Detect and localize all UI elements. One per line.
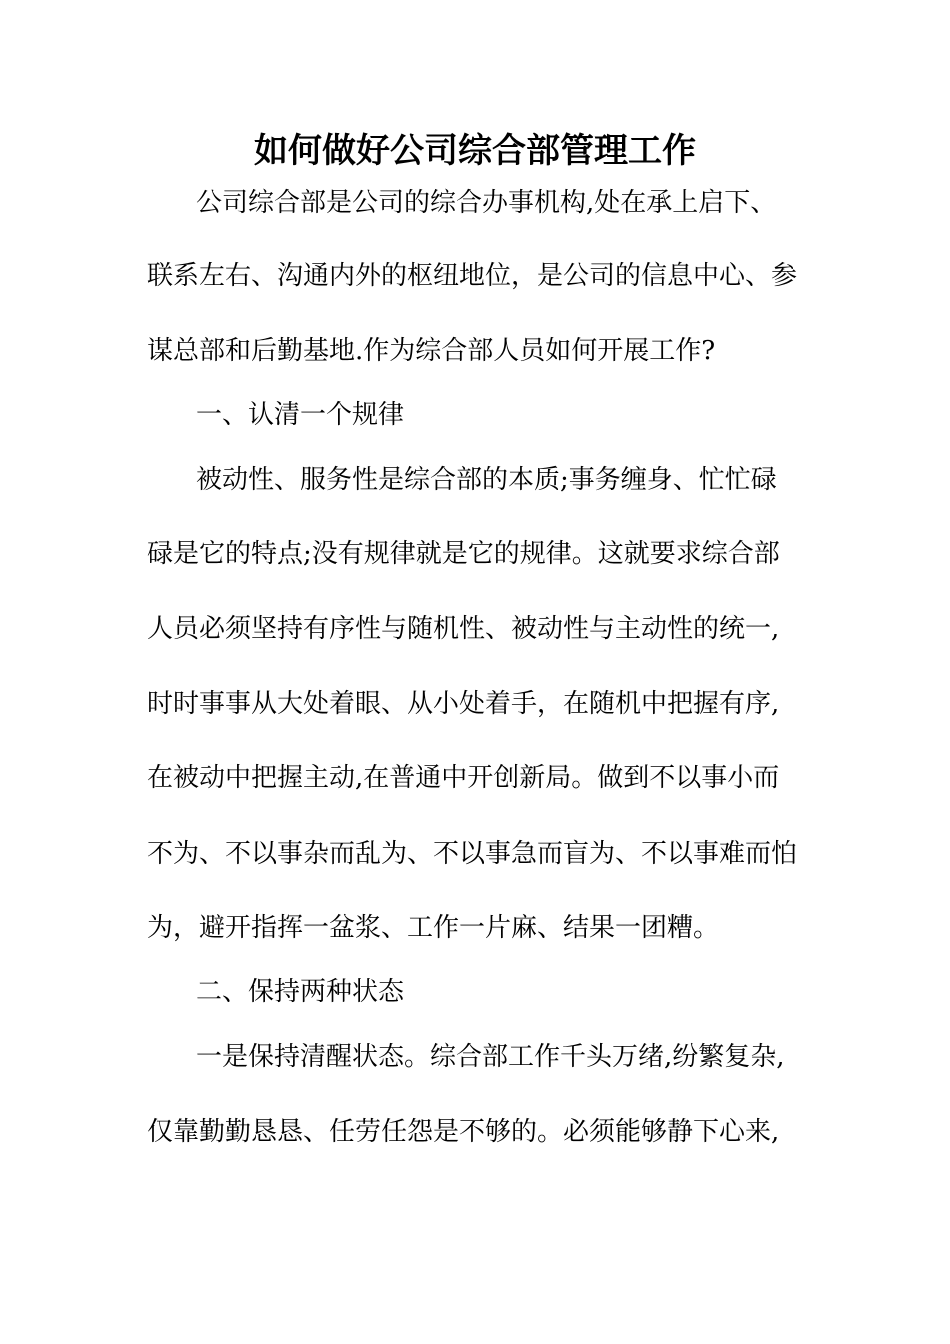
paragraph-line: 一是保持清醒状态。综合部工作千头万绪,纷繁复杂, — [196, 1042, 785, 1072]
section-heading: 一、认清一个规律 — [196, 400, 405, 430]
paragraph-line: 为，避开指挥一盆浆、工作一片麻、结果一团糟。 — [147, 913, 720, 943]
paragraph-line: 谋总部和后勤基地.作为综合部人员如何开展工作? — [147, 336, 716, 366]
document-title: 如何做好公司综合部管理工作 — [254, 131, 696, 171]
paragraph-line: 人员必须坚持有序性与随机性、被动性与主动性的统一, — [147, 614, 780, 644]
section-heading: 二、保持两种状态 — [196, 977, 405, 1007]
paragraph-line: 被动性、服务性是综合部的本质;事务缠身、忙忙碌 — [196, 465, 777, 495]
paragraph-line: 不为、不以事杂而乱为、不以事急而盲为、不以事难而怕 — [147, 839, 798, 869]
paragraph-line: 仅靠勤勤恳恳、任劳任怨是不够的。必须能够静下心来, — [147, 1117, 780, 1147]
paragraph-line: 在被动中把握主动,在普通中开创新局。做到不以事小而 — [147, 763, 780, 793]
paragraph-line: 时时事事从大处着眼、从小处着手，在随机中把握有序, — [147, 689, 780, 719]
paragraph-line: 碌是它的特点;没有规律就是它的规律。这就要求综合部 — [147, 539, 780, 569]
paragraph-line: 联系左右、沟通内外的枢纽地位，是公司的信息中心、参 — [147, 261, 798, 291]
paragraph-line: 公司综合部是公司的综合办事机构,处在承上启下、 — [196, 188, 777, 218]
